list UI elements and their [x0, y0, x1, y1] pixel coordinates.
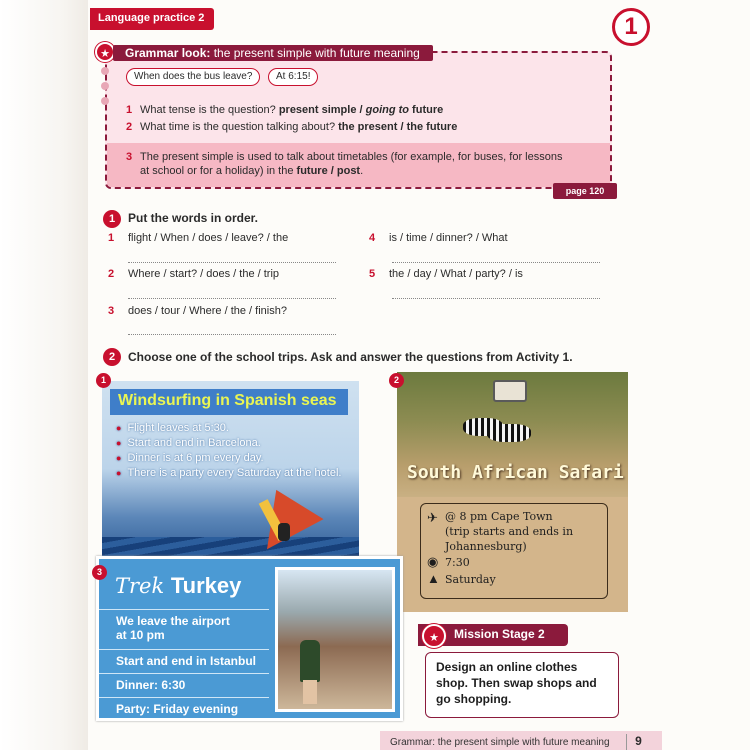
safari-jeep [493, 380, 527, 402]
option-b[interactable]: the future [406, 121, 458, 133]
flight-note: Johannesburg) [445, 540, 527, 553]
question-number: 2 [108, 268, 115, 280]
answer-line[interactable] [128, 298, 336, 299]
option-a[interactable]: future [296, 165, 328, 177]
hiker-legs [303, 680, 317, 704]
trip-detail-line: We leave the airport [116, 614, 230, 628]
grammar-item [126, 121, 457, 133]
page-spine [0, 0, 90, 750]
activity-title: Choose one of the school trips. Ask and answer the questions from Activity 1. [128, 350, 573, 364]
question-text: Where / start? / does / the / trip [128, 268, 280, 280]
trip-detail: Start and end in Istanbul [99, 649, 269, 668]
decor-dot [101, 97, 109, 105]
question-item [108, 268, 279, 280]
item-text: What time is the question talking about? [140, 121, 339, 133]
mission-label: Mission [454, 627, 499, 641]
grammar-item [126, 104, 443, 116]
question-number: 1 [108, 232, 115, 244]
mission-stage: Stage 2 [498, 627, 545, 641]
trip-title [115, 573, 241, 599]
decor-dot [101, 82, 109, 90]
mission-line: go shopping. [436, 692, 512, 706]
option-separator: / [327, 165, 337, 177]
grammar-item-line2 [140, 165, 363, 177]
page-reference-tag[interactable]: page 120 [553, 183, 617, 199]
mission-line: Design an online clothes [436, 660, 578, 674]
trip-detail [99, 609, 269, 642]
mission-box [425, 652, 619, 718]
trip-details [116, 421, 341, 481]
option-a[interactable]: the present [338, 121, 398, 133]
option-separator: / [397, 121, 407, 133]
footer-text: Grammar: the present simple with future meaning [390, 737, 610, 748]
trip-number: 2 [389, 373, 404, 388]
unit-number-badge: 1 [612, 8, 650, 46]
activity-title: Put the words in order. [128, 211, 259, 225]
turkey-photo [275, 567, 395, 712]
question-text: the / day / What / party? / is [389, 268, 523, 280]
trip-info-box [420, 503, 608, 599]
flight-note: (trip starts and ends in [445, 525, 574, 538]
trip-detail-line: at 10 pm [116, 628, 165, 642]
activity-number: 2 [103, 348, 121, 366]
question-item [369, 232, 508, 244]
grammar-title [113, 45, 433, 61]
grammar-item [126, 151, 562, 163]
mission-line: shop. Then swap shops and [436, 676, 597, 690]
option-separator: / [356, 104, 366, 116]
option-b-tail: future [409, 104, 444, 116]
section-tab: Language practice 2 [90, 8, 214, 30]
question-item [108, 232, 288, 244]
trip-detail: Party: Friday evening [99, 697, 269, 716]
item-number: 1 [126, 104, 133, 116]
item-text: What tense is the question? [140, 104, 279, 116]
page-number: 9 [626, 734, 650, 750]
answer-line[interactable] [128, 262, 336, 263]
question-text: is / time / dinner? / What [389, 232, 508, 244]
item-number: 2 [126, 121, 133, 133]
star-icon: ★ [95, 42, 115, 62]
activity-number: 1 [103, 210, 121, 228]
option-b[interactable]: post [336, 165, 361, 177]
star-icon: ★ [422, 624, 446, 648]
answer-line[interactable] [392, 262, 600, 263]
trip-card-windsurfing[interactable] [102, 381, 359, 576]
option-b[interactable]: going to [365, 104, 409, 116]
trip-detail: ● Flight leaves at 5:30. [116, 421, 341, 436]
trip-detail: ● There is a party every Saturday at the hotel. [116, 466, 341, 481]
question-number: 3 [108, 305, 115, 317]
trip-detail: ● Dinner is at 6 pm every day. [116, 451, 341, 466]
trip-number: 3 [92, 565, 107, 580]
trip-card-trek[interactable] [96, 556, 403, 721]
option-a[interactable]: present simple [278, 104, 357, 116]
trip-number: 1 [96, 373, 111, 388]
dinner-time: 7:30 [445, 556, 470, 569]
flight-time: @ 8 pm Cape Town [445, 510, 553, 523]
question-number: 4 [369, 232, 376, 244]
question-item [369, 268, 523, 280]
plane-icon: ✈ [427, 510, 438, 525]
answer-line[interactable] [128, 334, 336, 335]
question-number: 5 [369, 268, 376, 280]
grammar-title-rest: the present simple with future meaning [210, 46, 420, 60]
question-text: flight / When / does / leave? / the [128, 232, 289, 244]
dinner-plate-icon: ◉ [427, 554, 439, 569]
hiker [300, 640, 320, 682]
trip-title: South African Safari [407, 462, 624, 483]
speech-bubble-question: When does the bus leave? [126, 68, 260, 86]
grammar-title-bold: Grammar look: [125, 46, 211, 60]
trip-detail: Dinner: 6:30 [99, 673, 269, 692]
answer-line[interactable] [392, 298, 600, 299]
trip-title: Windsurfing in Spanish seas [110, 389, 348, 415]
item-number: 3 [126, 151, 133, 163]
speech-bubble-answer: At 6:15! [268, 68, 318, 86]
item-text: at school or for a holiday) in the [140, 165, 297, 177]
question-item [108, 305, 287, 317]
decor-dot [101, 67, 109, 75]
trip-title-italic: Trek [115, 574, 171, 598]
trip-card-safari[interactable] [397, 372, 628, 612]
party-hat-icon: ▲ [427, 571, 440, 586]
item-text: The present simple is used to talk about timetables (for example, for buses, for lessons [140, 151, 563, 163]
party-day: Saturday [445, 573, 496, 586]
windsurfer [278, 523, 290, 541]
zebra [487, 424, 531, 442]
trip-detail: ● Start and end in Barcelona. [116, 436, 341, 451]
trip-title-bold: Turkey [170, 573, 242, 598]
question-text: does / tour / Where / the / finish? [128, 305, 287, 317]
item-text-end: . [360, 165, 364, 177]
